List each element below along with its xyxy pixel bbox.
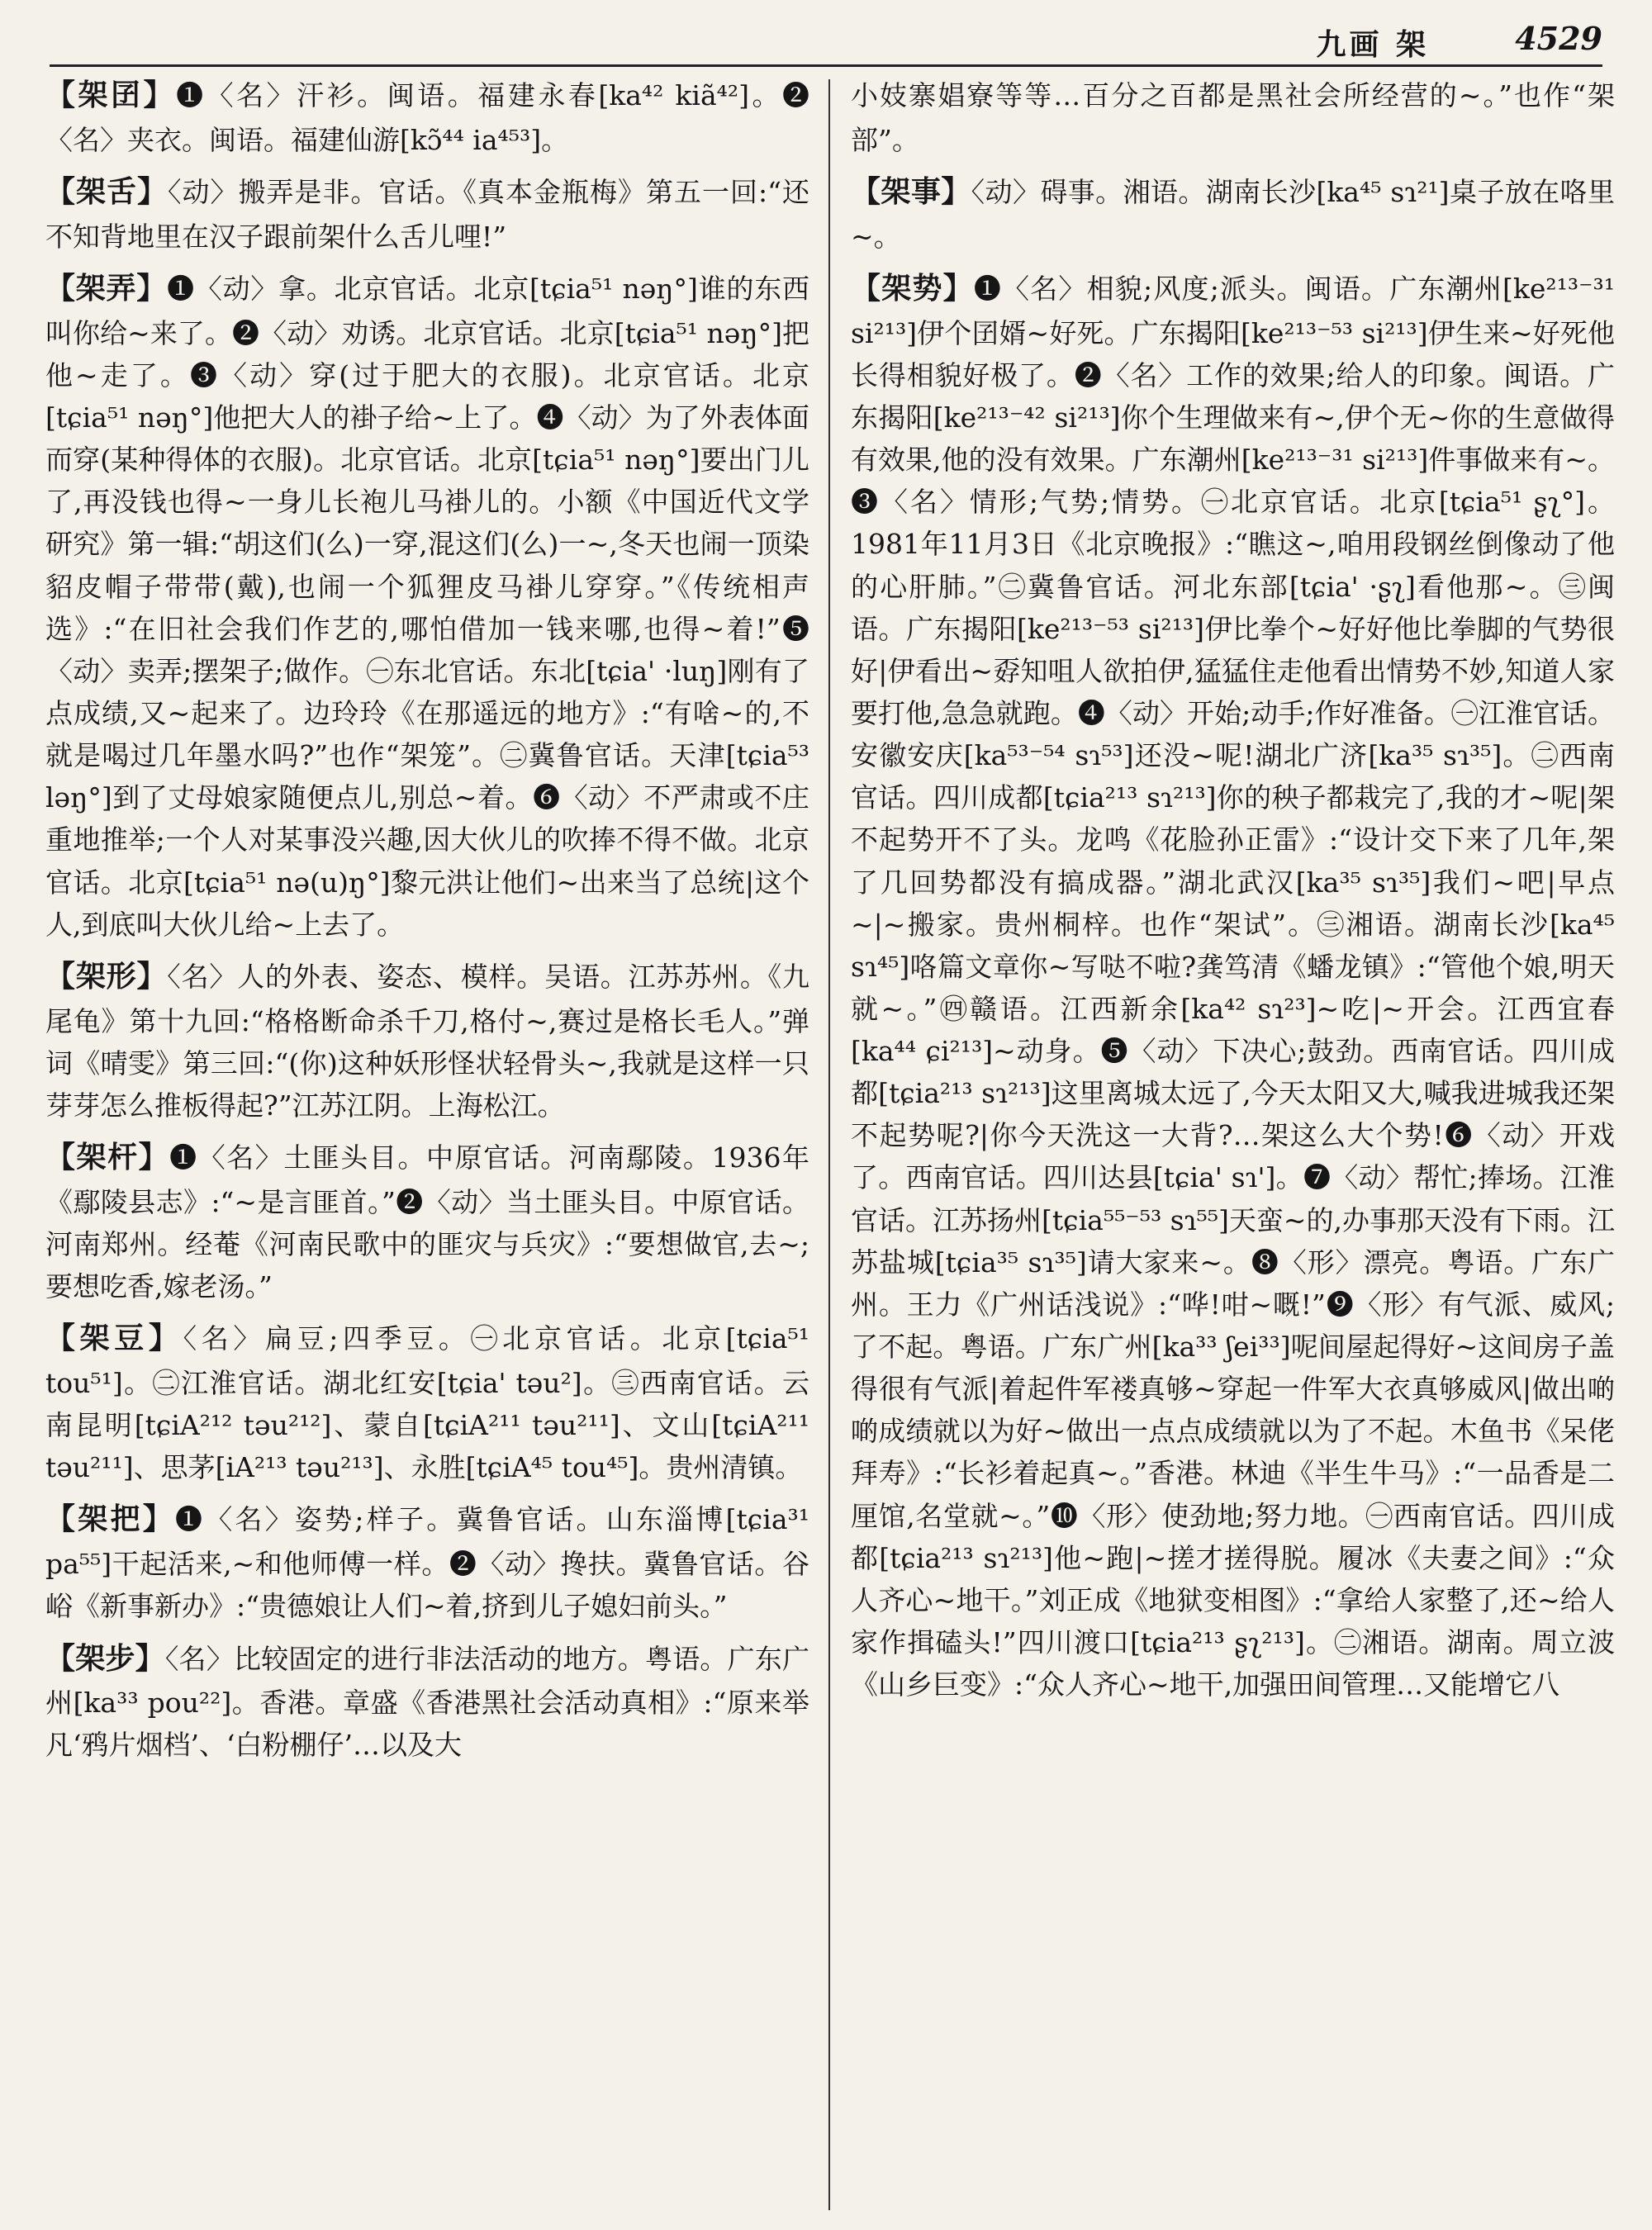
running-header-section: 九画 架 [1316, 27, 1429, 62]
dictionary-entry [45, 954, 809, 1127]
dictionary-entry [45, 266, 809, 946]
entry-text: 〈动〉搬弄是非。官话。《真本金瓶梅》第五一回:“还不知背地里在汉子跟前架什么舌儿哩!” [45, 175, 809, 253]
entry-text: ❶〈名〉相貌;风度;派头。闽语。广东潮州[ke²¹³⁻³¹ si²¹³]伊个囝婿~好死。广东揭阳[ke²¹³⁻⁵³ si²¹³]伊生来~好死他长得相貌好极了。❷〈名〉工作的效果;给人的印象。闽语。广东揭阳[ke²¹³⁻⁴² si²¹³]你个生理做来有~,伊个无~你的生意做得有效果,他的没有效果。广东潮州[ke²¹³⁻³¹ si²¹³]件事做来有~。❸〈名〉情形;气势;情势。㊀北京官话。北京[tɕia⁵¹ ʂʅ°]。1981年11月3日《北京晚报》:“瞧这~,咱用段钢丝倒像动了他的心肝肺。”㊁冀鲁官话。河北东部[tɕia' ·ʂʅ]看他那~。㊂闽语。广东揭阳[ke²¹³⁻⁵³ si²¹³]伊比拳个~好好他比拳脚的气势很好|伊看出~孬知咀人欲拍伊,猛猛住走他看出情势不妙,知道人家要打他,急急就跑。❹〈动〉开始;动手;作好准备。㊀江淮官话。安徽安庆[ka⁵³⁻⁵⁴ sɿ⁵³]还没~呢!湖北广济[ka³⁵ sɿ³⁵]。㊁西南官话。四川成都[tɕia²¹³ sɿ²¹³]你的秧子都栽完了,我的才~呢|架不起势开不了头。龙鸣《花脸孙正雷》:“设计交下来了几年,架了几回势都没有搞成器。”湖北武汉[ka³⁵ sɿ³⁵]我们~吧|早点~|~搬家。贵州桐梓。也作“架试”。㊂湘语。湖南长沙[ka⁴⁵ sɿ⁴⁵]咯篇文章你~写哒不啦?龚笃清《蟠龙镇》:“管他个娘,明天就~。”㊃赣语。江西新余[ka⁴² sɿ²³]~吃|~开会。江西宜春[ka⁴⁴ ɕi²¹³]~动身。❺〈动〉下决心;鼓劲。西南官话。四川成都[tɕia²¹³ sɿ²¹³]这里离城太远了,今天太阳又大,喊我进城我还架不起势呢?|你今天洗这一大背?…架这么大个势!❻〈动〉开戏了。西南官话。四川达县[tɕia' sɿ']。❼〈动〉帮忙;捧场。江淮官话。江苏扬州[tɕia⁵⁵⁻⁵³ sɿ⁵⁵]天蛮~的,办事那天没有下雨。江苏盐城[tɕia³⁵ sɿ³⁵]请大家来~。❽〈形〉漂亮。粤语。广东广州。王力《广州话浅说》:“哗!咁~嘅!”❾〈形〉有气派、威风;了不起。粤语。广东广州[ka³³ ʃei³³]呢间屋起得好~这间房子盖得很有气派|着起件军褛真够~穿起一件军大衣真够威风|做出啲啲成绩就以为好~做出一点点成绩就以为了不起。木鱼书《呆佬拜寿》:“长衫着起真~。”香港。林迪《半生牛马》:“一品香是二厘馆,名堂就~。”❿〈形〉使劲地;努力地。㊀西南官话。四川成都[tɕia²¹³ sɿ²¹³]他~跑|~搓才搓得脱。履冰《夫妻之间》:“众人齐心~地干。”刘正成《地狱变相图》:“拿给人家整了,还~给人家作揖磕头!”四川渡口[tɕia²¹³ ʂʅ²¹³]。㊁湘语。湖南。周立波《山乡巨变》:“众人齐心~地干,加强田间管理…又能增它八 [851, 272, 1615, 1701]
entry-headword: 【架豆】 [45, 1321, 183, 1356]
entry-text: 〈名〉比较固定的进行非法活动的地方。粤语。广东广州[ka³³ pou²²]。香港。章盛《香港黑社会活动真相》:“原来举凡‘鸦片烟档’、‘白粉棚仔’…以及大 [45, 1642, 809, 1762]
dictionary-entry [45, 169, 809, 258]
dictionary-entry [851, 169, 1615, 258]
entry-headword: 【架舌】 [45, 173, 168, 209]
entry-headword: 【架把】 [45, 1502, 175, 1537]
entry-headword: 【架事】 [851, 173, 971, 209]
entry-text: ❶〈名〉姿势;样子。冀鲁官话。山东淄博[tɕia³¹ pa⁵⁵]干起活来,~和他师傅一样。❷〈动〉搀扶。冀鲁官话。谷峪《新事新办》:“贵德娘让人们~着,挤到儿子媳妇前头。” [45, 1503, 809, 1623]
dictionary-entry-continuation [851, 73, 1615, 161]
dictionary-entry [45, 1316, 809, 1488]
page-number: 4529 [1515, 20, 1602, 57]
left-column [45, 73, 809, 2216]
entry-text: ❶〈名〉土匪头目。中原官话。河南鄢陵。1936年《鄢陵县志》:“~是言匪首。”❷〈动〉当土匪头目。中原官话。河南郑州。经菴《河南民歌中的匪灾与兵灾》:“要想做官,去~;要想吃香,嫁老汤。” [45, 1141, 809, 1303]
page-header [50, 15, 1602, 67]
entry-headword: 【架形】 [45, 958, 168, 994]
dictionary-entry [45, 1497, 809, 1627]
right-column [851, 73, 1615, 2216]
entry-text: 小妓寨娼寮等等…百分之百都是黑社会所经营的~。”也作“架部”。 [851, 79, 1615, 156]
entry-text: ❶〈动〉拿。北京官话。北京[tɕia⁵¹ nəŋ°]谁的东西叫你给~来了。❷〈动〉劝诱。北京官话。北京[tɕia⁵¹ nəŋ°]把他~走了。❸〈动〉穿(过于肥大的衣服)。北京官话。北京[tɕia⁵¹ nəŋ°]他把大人的褂子给~上了。❹〈动〉为了外表体面而穿(某种得体的衣服)。北京官话。北京[tɕia⁵¹ nəŋ°]要出门儿了,再没钱也得~一身儿长袍儿马褂儿的。小额《中国近代文学研究》第一辑:“胡这们(么)一穿,混这们(么)一~,冬天也闹一顶染貂皮帽子带带(戴),也闹一个狐狸皮马褂儿穿穿。”《传统相声选》:“在旧社会我们作艺的,哪怕借加一钱来哪,也得~着!”❺〈动〉卖弄;摆架子;做作。㊀东北官话。东北[tɕia' ·luŋ]刚有了点成绩,又~起来了。边玲玲《在那遥远的地方》:“有啥~的,不就是喝过几年墨水吗?”也作“架笼”。㊁冀鲁官话。天津[tɕia⁵³ ləŋ°]到了丈母娘家随便点儿,别总~着。❻〈动〉不严肃或不庄重地推举;一个人对某事没兴趣,因大伙儿的吹捧不得不做。北京官话。北京[tɕia⁵¹ nə(u)ŋ°]黎元洪让他们~出来当了总统|这个人,到底叫大伙儿给~上去了。 [45, 272, 809, 941]
entry-headword: 【架弄】 [45, 270, 168, 306]
dictionary-entry [45, 73, 809, 161]
entry-headword: 【架杆】 [45, 1140, 170, 1174]
entry-text: 〈名〉扁豆;四季豆。㊀北京官话。北京[tɕia⁵¹ tou⁵¹]。㊁江淮官话。湖北红安[tɕia' təu²]。㊂西南官话。云南昆明[tɕiA²¹² təu²¹²]、蒙自[tɕiA²¹¹ təu²¹¹]、文山[tɕiA²¹¹ təu²¹¹]、思茅[iA²¹³ təu²¹³]、永胜[tɕiA⁴⁵ tou⁴⁵]。贵州清镇。 [45, 1322, 809, 1484]
dictionary-entry [851, 266, 1615, 1706]
column-divider [828, 79, 830, 2210]
entry-text: 〈动〉碍事。湘语。湖南长沙[ka⁴⁵ sɿ²¹]桌子放在咯里~。 [851, 175, 1615, 253]
dictionary-entry [45, 1636, 809, 1767]
entry-headword: 【架步】 [45, 1640, 165, 1676]
entry-headword: 【架势】 [851, 270, 974, 306]
dictionary-entry [45, 1135, 809, 1307]
entry-headword: 【架囝】 [45, 78, 177, 112]
entry-text: ❶〈名〉汗衫。闽语。福建永春[ka⁴² kiã⁴²]。❷〈名〉夹衣。闽语。福建仙游[kɔ̃⁴⁴ ia⁴⁵³]。 [45, 79, 809, 156]
entry-text: 〈名〉人的外表、姿态、模样。吴语。江苏苏州。《九尾龟》第十九回:“格格断命杀千刀,格付~,赛过是格长毛人。”弹词《晴雯》第三回:“(你)这种妖形怪状轻骨头~,我就是这样一只芽芽怎么推板得起?”江苏江阴。上海松江。 [45, 960, 809, 1122]
